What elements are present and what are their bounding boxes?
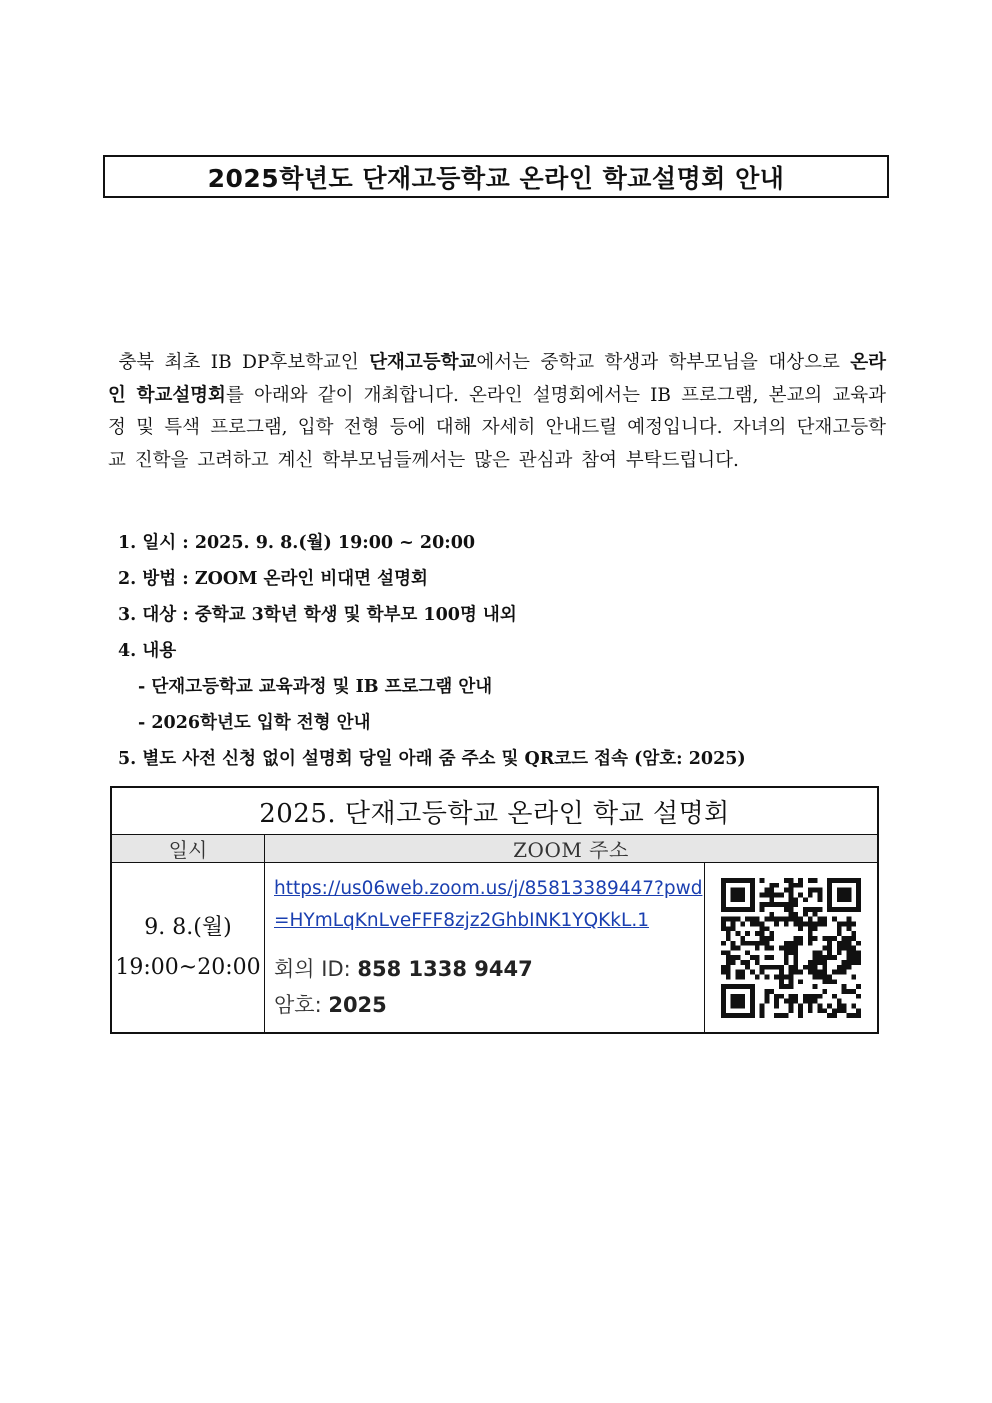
list-item-method: 2. 방법 : ZOOM 온라인 비대면 설명회 bbox=[118, 569, 428, 589]
zoom-info-table bbox=[110, 786, 879, 1034]
intro-text-1: 충북 최초 IB DP후보학교인 bbox=[118, 352, 370, 373]
intro-text-3: 를 아래와 같이 개최합니다. 온라인 설명회에서는 IB 프로그램, 본교의 교육과정 및 특색 프로그램, 입학 전형 등에 대해 자세히 안내드릴 예정입니다. 자녀의 단재고등학교 진학을 고려하고 계신 학부모님들께서는 많은 관심과 참여 부탁드립니다. bbox=[108, 384, 886, 471]
header-zoom: ZOOM 주소 bbox=[513, 838, 629, 862]
meeting-id-label: 회의 ID: bbox=[274, 957, 358, 981]
zoom-table-header bbox=[112, 835, 877, 863]
list-item-date: 1. 일시 : 2025. 9. 8.(월) 19:00 ~ 20:00 bbox=[118, 533, 476, 553]
date-day: 9. 8.(월) bbox=[144, 914, 232, 940]
password: 2025 bbox=[328, 993, 387, 1017]
intro-paragraph bbox=[108, 347, 886, 477]
list-item-target: 3. 대상 : 중학교 3학년 학생 및 학부모 100명 내외 bbox=[118, 605, 517, 625]
intro-bold-event: 온라인 학교설명회 bbox=[108, 352, 886, 406]
list-subitem-admission: - 2026학년도 입학 전형 안내 bbox=[138, 713, 371, 733]
zoom-table-title: 2025. 단재고등학교 온라인 학교 설명회 bbox=[112, 788, 877, 835]
intro-bold-school: 단재고등학교 bbox=[369, 352, 477, 373]
meeting-info bbox=[274, 951, 704, 1023]
password-line bbox=[274, 987, 704, 1023]
date-cell bbox=[112, 863, 265, 1032]
info-list bbox=[118, 528, 918, 780]
header-date: 일시 bbox=[112, 835, 265, 862]
qr-code-icon[interactable] bbox=[721, 878, 861, 1018]
meeting-id: 858 1338 9447 bbox=[357, 957, 533, 981]
list-item-access: 5. 별도 사전 신청 없이 설명회 당일 아래 줌 주소 및 QR코드 접속 (암호: 2025) bbox=[118, 749, 746, 769]
zoom-cell bbox=[265, 863, 705, 1032]
zoom-table-row bbox=[112, 863, 877, 1032]
meeting-id-line bbox=[274, 951, 704, 987]
page-title: 2025학년도 단재고등학교 온라인 학교설명회 안내 bbox=[103, 155, 889, 198]
qr-cell bbox=[705, 863, 877, 1032]
date-time: 19:00~20:00 bbox=[115, 954, 261, 980]
intro-text-2: 에서는 중학교 학생과 학부모님을 대상으로 bbox=[476, 352, 851, 373]
list-subitem-curriculum: - 단재고등학교 교육과정 및 IB 프로그램 안내 bbox=[138, 677, 493, 697]
list-item-content: 4. 내용 bbox=[118, 641, 177, 661]
zoom-link[interactable]: https://us06web.zoom.us/j/85813389447?pwd=HYmLqKnLveFFF8zjz2GhbINK1YQKkL.1 bbox=[274, 878, 703, 931]
password-label: 암호: bbox=[274, 993, 329, 1017]
